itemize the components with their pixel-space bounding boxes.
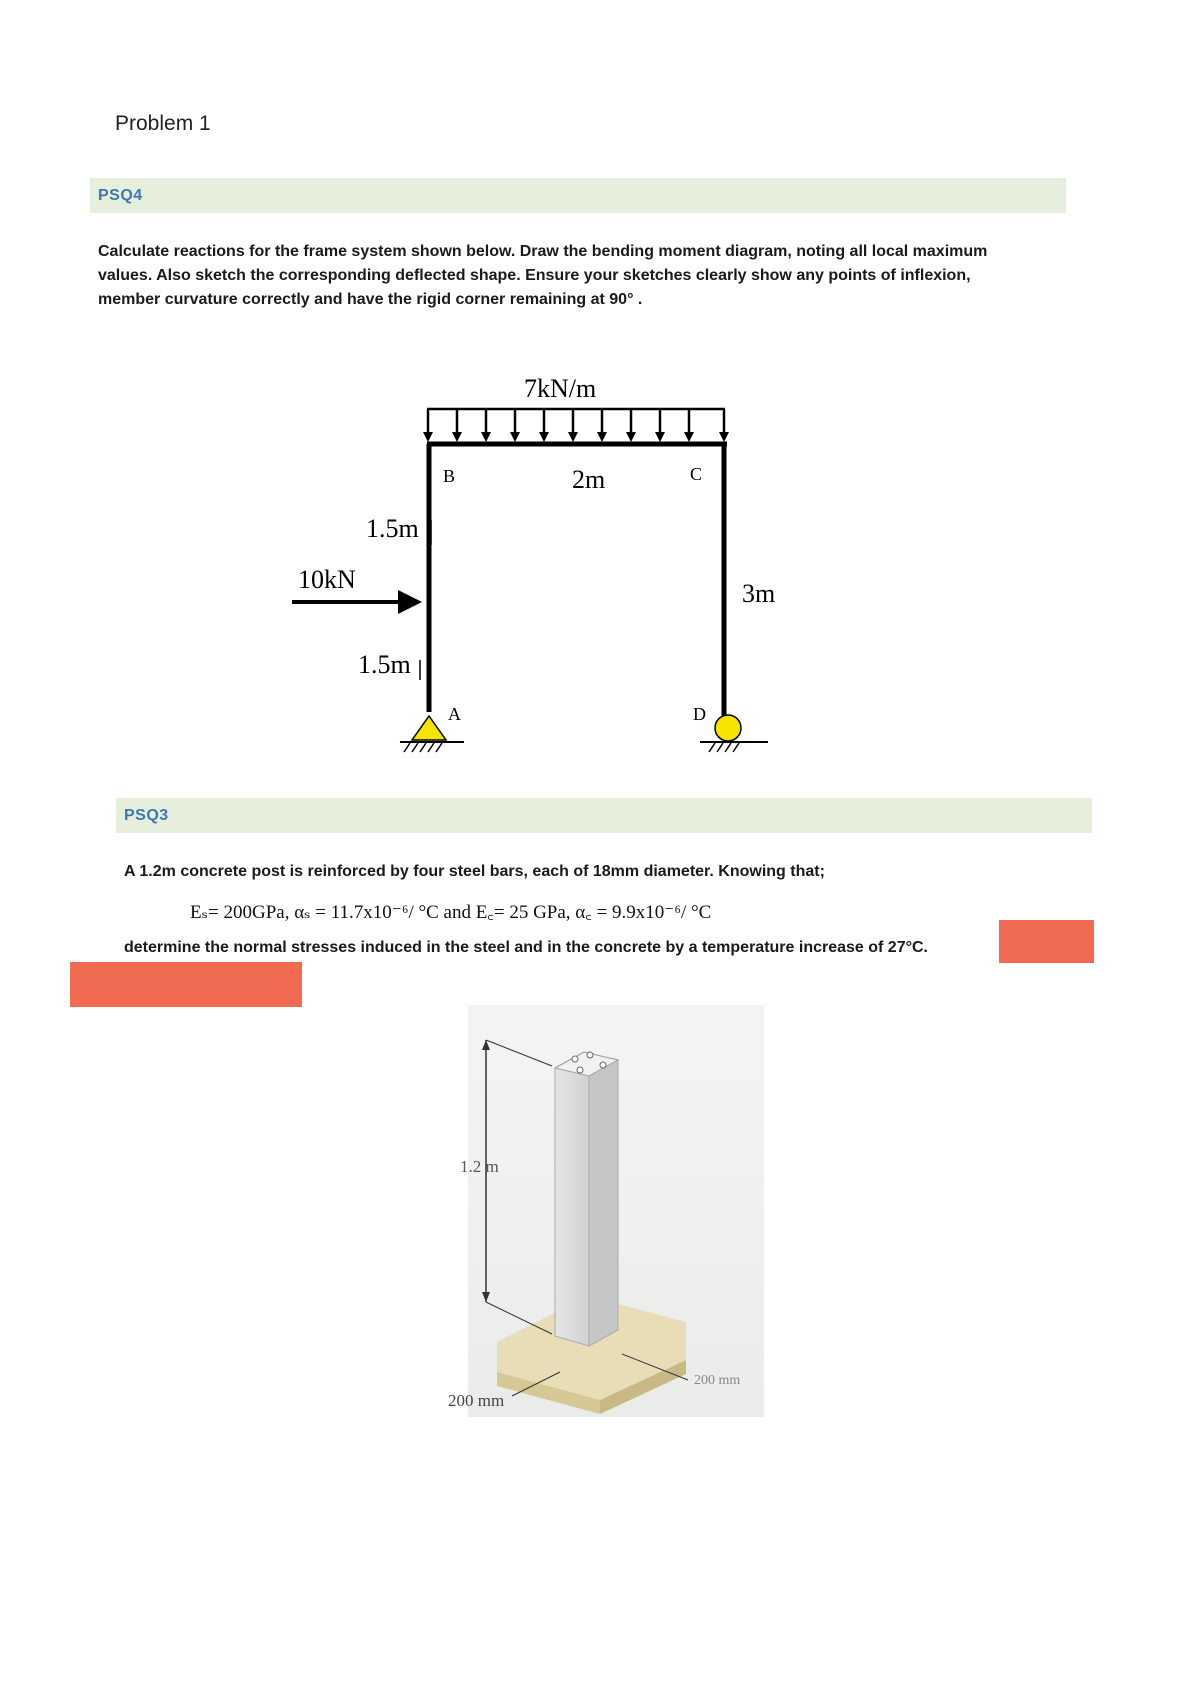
post-side [589,1060,618,1346]
width-right-label: 200 mm [694,1373,741,1388]
point-load-label: 10kN [298,565,356,594]
problem-title: Problem 1 [115,112,211,135]
psq3-heading: PSQ3 [124,807,169,824]
psq4-line-1: Calculate reactions for the frame system shown below. Draw the bending moment diagram, noting all local maximum [98,243,988,260]
node-b-label: B [443,466,456,486]
psq3-equation: Eₛ= 200GPa, αₛ = 11.7x10⁻⁶/ °C and E꜀= 25 GPa, α꜀ = 9.9x10⁻⁶/ °C [190,902,712,923]
udl-label: 7kN/m [524,374,597,403]
psq3-line-3: determine the normal stresses induced in the steel and in the concrete by a temperature increase of 27°C. [124,939,928,956]
psq3-line-1: A 1.2m concrete post is reinforced by four steel bars, each of 18mm diameter. Knowing that; [124,863,825,880]
psq4-line-2: values. Also sketch the corresponding deflected shape. Ensure your sketches clearly show any points of inflexion, [98,267,971,284]
node-c-label: C [690,464,703,484]
upper-height-label: 1.5m [366,514,419,543]
width-left-label: 200 mm [448,1391,505,1410]
lower-height-label: 1.5m [358,650,411,679]
node-a-label: A [448,704,461,724]
right-height-label: 3m [742,579,776,608]
node-d-label: D [693,704,706,724]
height-label: 1.2 m [460,1157,499,1176]
psq4-heading: PSQ4 [98,187,143,204]
psq4-line-3: member curvature correctly and have the rigid corner remaining at 90° . [98,291,643,308]
post-front [555,1068,589,1346]
span-label: 2m [572,465,606,494]
